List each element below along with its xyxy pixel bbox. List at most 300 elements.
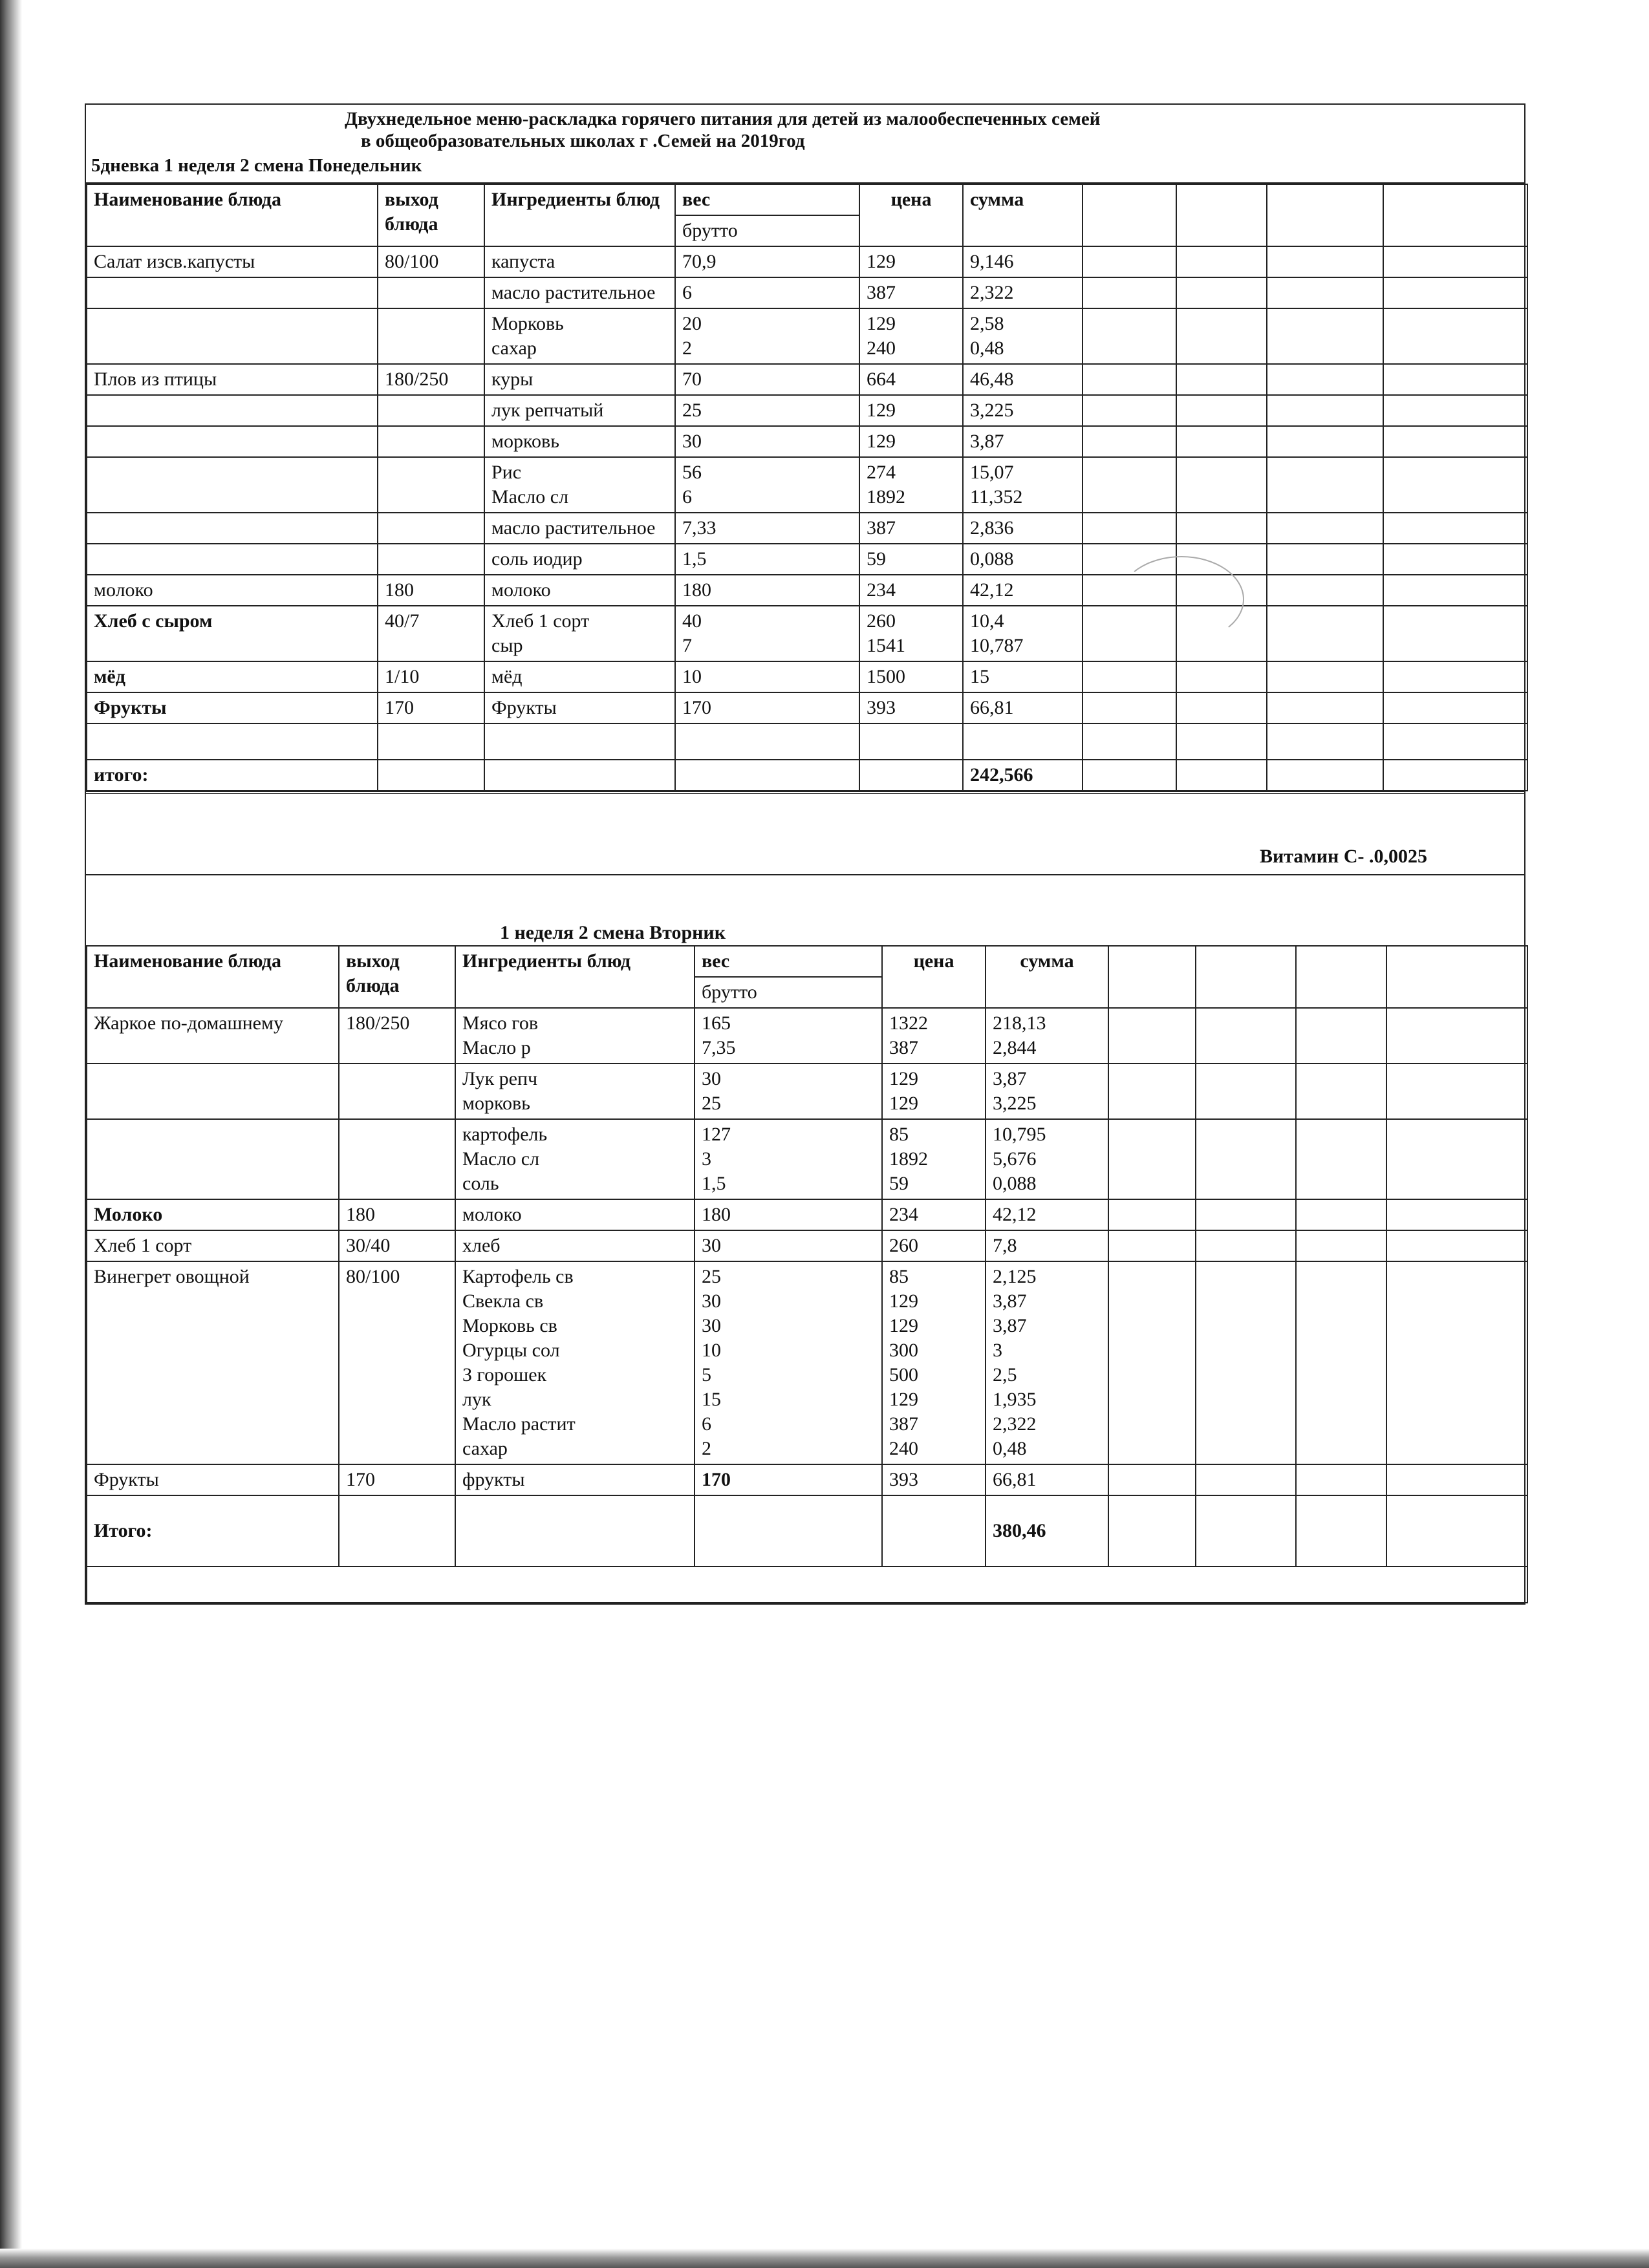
cell-output-line — [385, 460, 477, 485]
empty-cell — [1176, 692, 1267, 723]
cell-sum-line: 46,48 — [970, 369, 1014, 390]
header-sum: сумма — [963, 184, 1083, 246]
cell-output-line: 1/10 — [385, 666, 420, 687]
cell-output-line — [385, 398, 477, 423]
cell-output-line: 170 — [346, 1469, 375, 1490]
empty-cell — [1083, 395, 1176, 426]
cell-price — [859, 544, 963, 575]
cell-price-line: 85 — [889, 1266, 909, 1287]
tuesday-menu-table — [86, 945, 1528, 1603]
cell-ingredient-line: сыр — [491, 635, 523, 656]
header-weight: вес — [695, 946, 882, 977]
cell-price-line: 664 — [867, 369, 896, 390]
cell-price — [859, 661, 963, 692]
cell-weight-line: 30 — [682, 431, 702, 452]
empty-cell — [1176, 513, 1267, 544]
monday-total-value: 242,566 — [963, 760, 1083, 791]
cell-output — [378, 661, 484, 692]
cell-output-line — [385, 281, 477, 305]
cell-weight — [675, 277, 859, 308]
cell-weight-line: 5 — [702, 1364, 711, 1385]
empty-cell — [1383, 246, 1527, 277]
vitamin-block — [86, 791, 1524, 875]
empty-cell — [1108, 1008, 1196, 1064]
cell-ingredient — [455, 1230, 695, 1261]
empty-cell — [1196, 1230, 1296, 1261]
empty-cell — [1386, 1464, 1527, 1495]
cell-sum-line: 10,4 — [970, 610, 1004, 632]
cell-ingredient-line: Картофель св — [462, 1266, 574, 1287]
cell-weight-line: 10 — [702, 1340, 721, 1361]
header-empty — [1196, 946, 1296, 1008]
cell-weight-line: 3 — [702, 1148, 711, 1170]
empty-cell — [1296, 1008, 1386, 1064]
cell-output — [339, 1119, 455, 1199]
table-row — [87, 513, 1527, 544]
cell-sum-line: 3,87 — [993, 1068, 1027, 1089]
empty-cell — [1383, 723, 1527, 760]
empty-cell — [87, 1567, 1527, 1603]
cell-ingredient-line: Масло сл — [491, 486, 569, 508]
cell-price — [859, 575, 963, 606]
empty-cell — [1108, 1495, 1196, 1567]
cell-dish — [87, 513, 378, 544]
cell-price-line: 129 — [889, 1315, 919, 1336]
cell-output — [378, 457, 484, 513]
empty-cell — [1296, 1199, 1386, 1230]
document-subtitle: 5дневка 1 неделя 2 смена Понедельник — [91, 155, 422, 176]
vitamin-c-value: Витамин С- .0,0025 — [1259, 846, 1427, 867]
cell-price — [859, 364, 963, 395]
empty-cell — [1386, 1008, 1527, 1064]
cell-output-line: 180 — [346, 1204, 375, 1225]
cell-sum-line: 42,12 — [993, 1204, 1037, 1225]
cell-ingredient — [455, 1008, 695, 1064]
tuesday-total-label: Итого: — [87, 1495, 339, 1567]
empty-cell — [1083, 457, 1176, 513]
empty-cell — [1176, 395, 1267, 426]
empty-cell — [1267, 364, 1383, 395]
empty-cell — [1296, 1464, 1386, 1495]
empty-cell — [1386, 1119, 1527, 1199]
cell-weight-line: 30 — [702, 1315, 721, 1336]
cell-weight-line: 70,9 — [682, 251, 717, 272]
empty-cell — [1176, 277, 1267, 308]
empty-cell — [1176, 246, 1267, 277]
empty-cell — [1196, 1008, 1296, 1064]
header-empty — [1267, 184, 1383, 246]
monday-rows — [87, 246, 1527, 723]
cell-output — [339, 1261, 455, 1464]
cell-sum-line: 15 — [970, 666, 990, 687]
table-row — [87, 692, 1527, 723]
tuesday-total-value: 380,46 — [986, 1495, 1108, 1567]
cell-price — [882, 1064, 986, 1119]
cell-weight — [695, 1261, 882, 1464]
cell-output-line — [385, 312, 477, 336]
cell-dish-line: молоко — [94, 579, 153, 601]
cell-weight-line: 1,5 — [702, 1173, 726, 1194]
table-row — [87, 575, 1527, 606]
cell-weight-line: 15 — [702, 1389, 721, 1410]
cell-dish — [87, 1261, 339, 1464]
cell-weight-line: 127 — [702, 1124, 731, 1145]
cell-dish-line — [94, 1067, 332, 1091]
cell-output — [378, 395, 484, 426]
cell-sum-line: 1,935 — [993, 1389, 1037, 1410]
cell-weight — [675, 513, 859, 544]
empty-cell — [1386, 1495, 1527, 1567]
cell-price-line: 234 — [889, 1204, 919, 1225]
monday-header-row — [87, 184, 1527, 215]
empty-cell — [1083, 692, 1176, 723]
cell-sum-line: 2,125 — [993, 1266, 1037, 1287]
table-row — [87, 277, 1527, 308]
cell-weight — [695, 1464, 882, 1495]
tuesday-title: 1 неделя 2 смена Вторник — [500, 922, 726, 943]
document-title-line1: Двухнедельное меню-раскладка горячего питания для детей из малообеспеченных семей — [345, 109, 1101, 129]
empty-cell — [1196, 1119, 1296, 1199]
cell-weight-line: 7 — [682, 635, 692, 656]
cell-sum-line: 15,07 — [970, 462, 1014, 483]
cell-price — [859, 308, 963, 364]
table-row — [87, 661, 1527, 692]
cell-price-line: 59 — [889, 1173, 909, 1194]
cell-dish — [87, 395, 378, 426]
cell-weight-line: 30 — [702, 1235, 721, 1256]
cell-weight-line: 2 — [702, 1438, 711, 1459]
cell-output-line — [385, 547, 477, 572]
cell-ingredient-line: Мясо гов — [462, 1012, 539, 1034]
table-row — [87, 1464, 1527, 1495]
monday-total-label: итого: — [87, 760, 378, 791]
cell-output — [378, 277, 484, 308]
cell-weight-line: 6 — [682, 282, 692, 303]
cell-weight-line: 40 — [682, 610, 702, 632]
cell-price-line: 129 — [889, 1068, 919, 1089]
cell-sum — [986, 1008, 1108, 1064]
cell-price — [859, 246, 963, 277]
cell-output-line — [385, 516, 477, 540]
empty-cell — [455, 1495, 695, 1567]
cell-weight-line: 6 — [702, 1413, 711, 1435]
cell-output-line — [346, 1067, 448, 1091]
empty-cell — [378, 723, 484, 760]
cell-ingredient-line: Свекла св — [462, 1290, 544, 1312]
header-empty — [1386, 946, 1527, 1008]
cell-ingredient — [455, 1199, 695, 1230]
cell-weight-line: 70 — [682, 369, 702, 390]
cell-dish — [87, 426, 378, 457]
cell-sum — [986, 1064, 1108, 1119]
cell-ingredient — [455, 1119, 695, 1199]
cell-price — [882, 1464, 986, 1495]
cell-dish — [87, 1008, 339, 1064]
header-price: цена — [859, 184, 963, 246]
cell-price-line: 387 — [889, 1413, 919, 1435]
table-row — [87, 426, 1527, 457]
cell-price-line: 393 — [867, 697, 896, 718]
cell-dish-line — [94, 516, 371, 540]
empty-cell — [1383, 395, 1527, 426]
empty-cell — [1383, 661, 1527, 692]
empty-cell — [1196, 1261, 1296, 1464]
cell-sum-line: 3,225 — [970, 400, 1014, 421]
cell-weight — [695, 1230, 882, 1261]
cell-ingredient-line: морковь — [462, 1093, 530, 1114]
empty-cell — [339, 1495, 455, 1567]
cell-sum — [963, 692, 1083, 723]
header-output: выход блюда — [339, 946, 455, 1008]
cell-weight-line: 25 — [682, 400, 702, 421]
empty-cell — [1083, 661, 1176, 692]
empty-cell — [1383, 426, 1527, 457]
cell-ingredient-line: лук — [462, 1389, 491, 1410]
cell-weight-line: 180 — [702, 1204, 731, 1225]
table-row — [87, 606, 1527, 661]
cell-sum — [963, 426, 1083, 457]
cell-output — [378, 606, 484, 661]
cell-ingredient — [455, 1464, 695, 1495]
cell-price-line: 500 — [889, 1364, 919, 1385]
cell-ingredient — [484, 395, 675, 426]
table-row — [87, 246, 1527, 277]
table-row — [87, 308, 1527, 364]
empty-cell — [1383, 457, 1527, 513]
table-row — [87, 1261, 1527, 1464]
cell-sum-line: 2,322 — [970, 282, 1014, 303]
cell-output-line — [346, 1122, 448, 1147]
cell-weight-line: 30 — [702, 1068, 721, 1089]
cell-dish-line — [94, 460, 371, 485]
cell-weight — [675, 661, 859, 692]
cell-output-line — [385, 429, 477, 454]
empty-cell — [1267, 723, 1383, 760]
cell-ingredient-line: лук репчатый — [491, 400, 604, 421]
empty-cell — [1196, 1495, 1296, 1567]
cell-output — [339, 1064, 455, 1119]
empty-cell — [1108, 1230, 1196, 1261]
cell-ingredient — [455, 1261, 695, 1464]
empty-cell — [1267, 513, 1383, 544]
scan-edge-shadow — [0, 0, 22, 2268]
empty-cell — [1267, 426, 1383, 457]
cell-weight-line: 30 — [702, 1290, 721, 1312]
cell-output — [378, 544, 484, 575]
cell-weight — [695, 1199, 882, 1230]
cell-dish — [87, 1464, 339, 1495]
cell-output-line: 80/100 — [385, 251, 439, 272]
cell-ingredient-line: Масло сл — [462, 1148, 540, 1170]
empty-cell — [1267, 692, 1383, 723]
tuesday-header-row — [87, 946, 1527, 977]
cell-sum-line: 66,81 — [970, 697, 1014, 718]
empty-cell — [675, 760, 859, 791]
header-ingredients: Ингредиенты блюд — [455, 946, 695, 1008]
table-row — [87, 1064, 1527, 1119]
cell-sum-line: 2,5 — [993, 1364, 1017, 1385]
cell-sum — [963, 606, 1083, 661]
empty-cell — [1267, 277, 1383, 308]
cell-output-line: 30/40 — [346, 1235, 391, 1256]
monday-menu-table — [86, 184, 1528, 791]
cell-price-line: 387 — [867, 517, 896, 539]
empty-cell — [1267, 544, 1383, 575]
cell-ingredient-line: молоко — [462, 1204, 522, 1225]
monday-total-row — [87, 760, 1527, 791]
cell-price-line: 1322 — [889, 1012, 929, 1034]
cell-weight — [695, 1064, 882, 1119]
cell-sum — [963, 544, 1083, 575]
header-output: выход блюда — [378, 184, 484, 246]
cell-dish-line: Салат изсв.капусты — [94, 251, 255, 272]
document-header — [86, 105, 1524, 184]
cell-weight — [675, 395, 859, 426]
cell-sum — [963, 364, 1083, 395]
cell-price-line: 1892 — [867, 486, 906, 508]
cell-sum — [986, 1261, 1108, 1464]
cell-weight-line: 1,5 — [682, 548, 707, 570]
empty-cell — [1296, 1230, 1386, 1261]
cell-weight-line: 25 — [702, 1266, 721, 1287]
empty-cell — [1108, 1119, 1196, 1199]
header-empty — [1383, 184, 1527, 246]
cell-price — [859, 395, 963, 426]
cell-output-line: 180/250 — [346, 1012, 410, 1034]
cell-sum — [963, 513, 1083, 544]
cell-ingredient-line: Огурцы сол — [462, 1340, 560, 1361]
tuesday-total-row — [87, 1495, 1527, 1567]
cell-sum-line: 3 — [993, 1340, 1003, 1361]
empty-cell — [87, 723, 378, 760]
cell-sum-line: 2,322 — [993, 1413, 1037, 1435]
empty-cell — [1176, 723, 1267, 760]
header-ingredients: Ингредиенты блюд — [484, 184, 675, 246]
cell-weight-line: 25 — [702, 1093, 721, 1114]
cell-output — [339, 1464, 455, 1495]
empty-cell — [1196, 1464, 1296, 1495]
cell-dish — [87, 1064, 339, 1119]
cell-output — [339, 1230, 455, 1261]
cell-output-line: 180/250 — [385, 369, 449, 390]
cell-dish — [87, 606, 378, 661]
cell-dish — [87, 364, 378, 395]
cell-price-line: 129 — [867, 431, 896, 452]
cell-dish-line: Фрукты — [94, 697, 167, 718]
empty-cell — [484, 723, 675, 760]
cell-dish-line: Хлеб с сыром — [94, 610, 213, 632]
empty-cell — [963, 723, 1083, 760]
cell-dish-line: Винегрет овощной — [94, 1266, 250, 1287]
empty-cell — [1386, 1230, 1527, 1261]
cell-weight-line: 7,35 — [702, 1037, 736, 1058]
empty-cell — [1267, 308, 1383, 364]
cell-output-line: 180 — [385, 579, 414, 601]
cell-sum-line: 66,81 — [993, 1469, 1037, 1490]
cell-price-line: 85 — [889, 1124, 909, 1145]
cell-price-line: 240 — [889, 1438, 919, 1459]
cell-dish-line: мёд — [94, 666, 125, 687]
cell-ingredient-line: соль иодир — [491, 548, 583, 570]
cell-price-line: 1892 — [889, 1148, 929, 1170]
empty-cell — [695, 1495, 882, 1567]
cell-sum-line: 9,146 — [970, 251, 1014, 272]
cell-dish-line: Хлеб 1 сорт — [94, 1235, 192, 1256]
cell-price-line: 129 — [867, 313, 896, 334]
empty-cell — [1196, 1064, 1296, 1119]
empty-cell — [1296, 1119, 1386, 1199]
empty-cell — [1176, 426, 1267, 457]
empty-cell — [1176, 661, 1267, 692]
cell-output — [378, 246, 484, 277]
cell-sum — [986, 1199, 1108, 1230]
header-empty — [1108, 946, 1196, 1008]
empty-cell — [1267, 246, 1383, 277]
cell-sum-line: 3,87 — [993, 1315, 1027, 1336]
cell-output — [378, 364, 484, 395]
cell-sum — [986, 1119, 1108, 1199]
empty-cell — [1108, 1464, 1196, 1495]
cell-weight-line: 170 — [702, 1469, 731, 1490]
empty-cell — [1383, 692, 1527, 723]
table-row — [87, 395, 1527, 426]
pencil-mark — [1119, 556, 1244, 643]
empty-cell — [378, 760, 484, 791]
empty-cell — [1383, 364, 1527, 395]
cell-ingredient — [484, 661, 675, 692]
cell-weight — [695, 1119, 882, 1199]
cell-price-line: 129 — [867, 400, 896, 421]
cell-price — [882, 1261, 986, 1464]
empty-cell — [1083, 246, 1176, 277]
cell-weight — [675, 426, 859, 457]
cell-price-line: 260 — [889, 1235, 919, 1256]
cell-output-line: 80/100 — [346, 1266, 400, 1287]
cell-price-line: 234 — [867, 579, 896, 601]
cell-output — [378, 308, 484, 364]
cell-ingredient-line: фрукты — [462, 1469, 525, 1490]
empty-cell — [1176, 760, 1267, 791]
cell-dish-line — [94, 312, 371, 336]
cell-price-line: 1500 — [867, 666, 906, 687]
menu-document — [85, 103, 1525, 1605]
cell-dish-line — [94, 281, 371, 305]
cell-price — [859, 457, 963, 513]
cell-dish-line: Фрукты — [94, 1469, 159, 1490]
tuesday-rows — [87, 1008, 1527, 1495]
cell-weight-line: 170 — [682, 697, 711, 718]
table-row — [87, 1199, 1527, 1230]
scan-bottom-shadow — [0, 2249, 1649, 2268]
cell-sum-line: 2,836 — [970, 517, 1014, 539]
table-row — [87, 544, 1527, 575]
cell-dish-line: Жаркое по-домашнему — [94, 1012, 283, 1034]
cell-sum — [986, 1464, 1108, 1495]
header-gross: брутто — [675, 215, 859, 246]
cell-weight — [675, 692, 859, 723]
cell-price-line: 300 — [889, 1340, 919, 1361]
cell-sum-line: 0,48 — [993, 1438, 1027, 1459]
cell-sum-line: 5,676 — [993, 1148, 1037, 1170]
empty-cell — [1083, 513, 1176, 544]
cell-price-line: 129 — [889, 1389, 919, 1410]
cell-ingredient — [484, 692, 675, 723]
cell-price-line: 59 — [867, 548, 887, 570]
cell-ingredient — [484, 308, 675, 364]
cell-dish — [87, 1199, 339, 1230]
empty-cell — [1108, 1199, 1196, 1230]
cell-ingredient-line: З горошек — [462, 1364, 547, 1385]
